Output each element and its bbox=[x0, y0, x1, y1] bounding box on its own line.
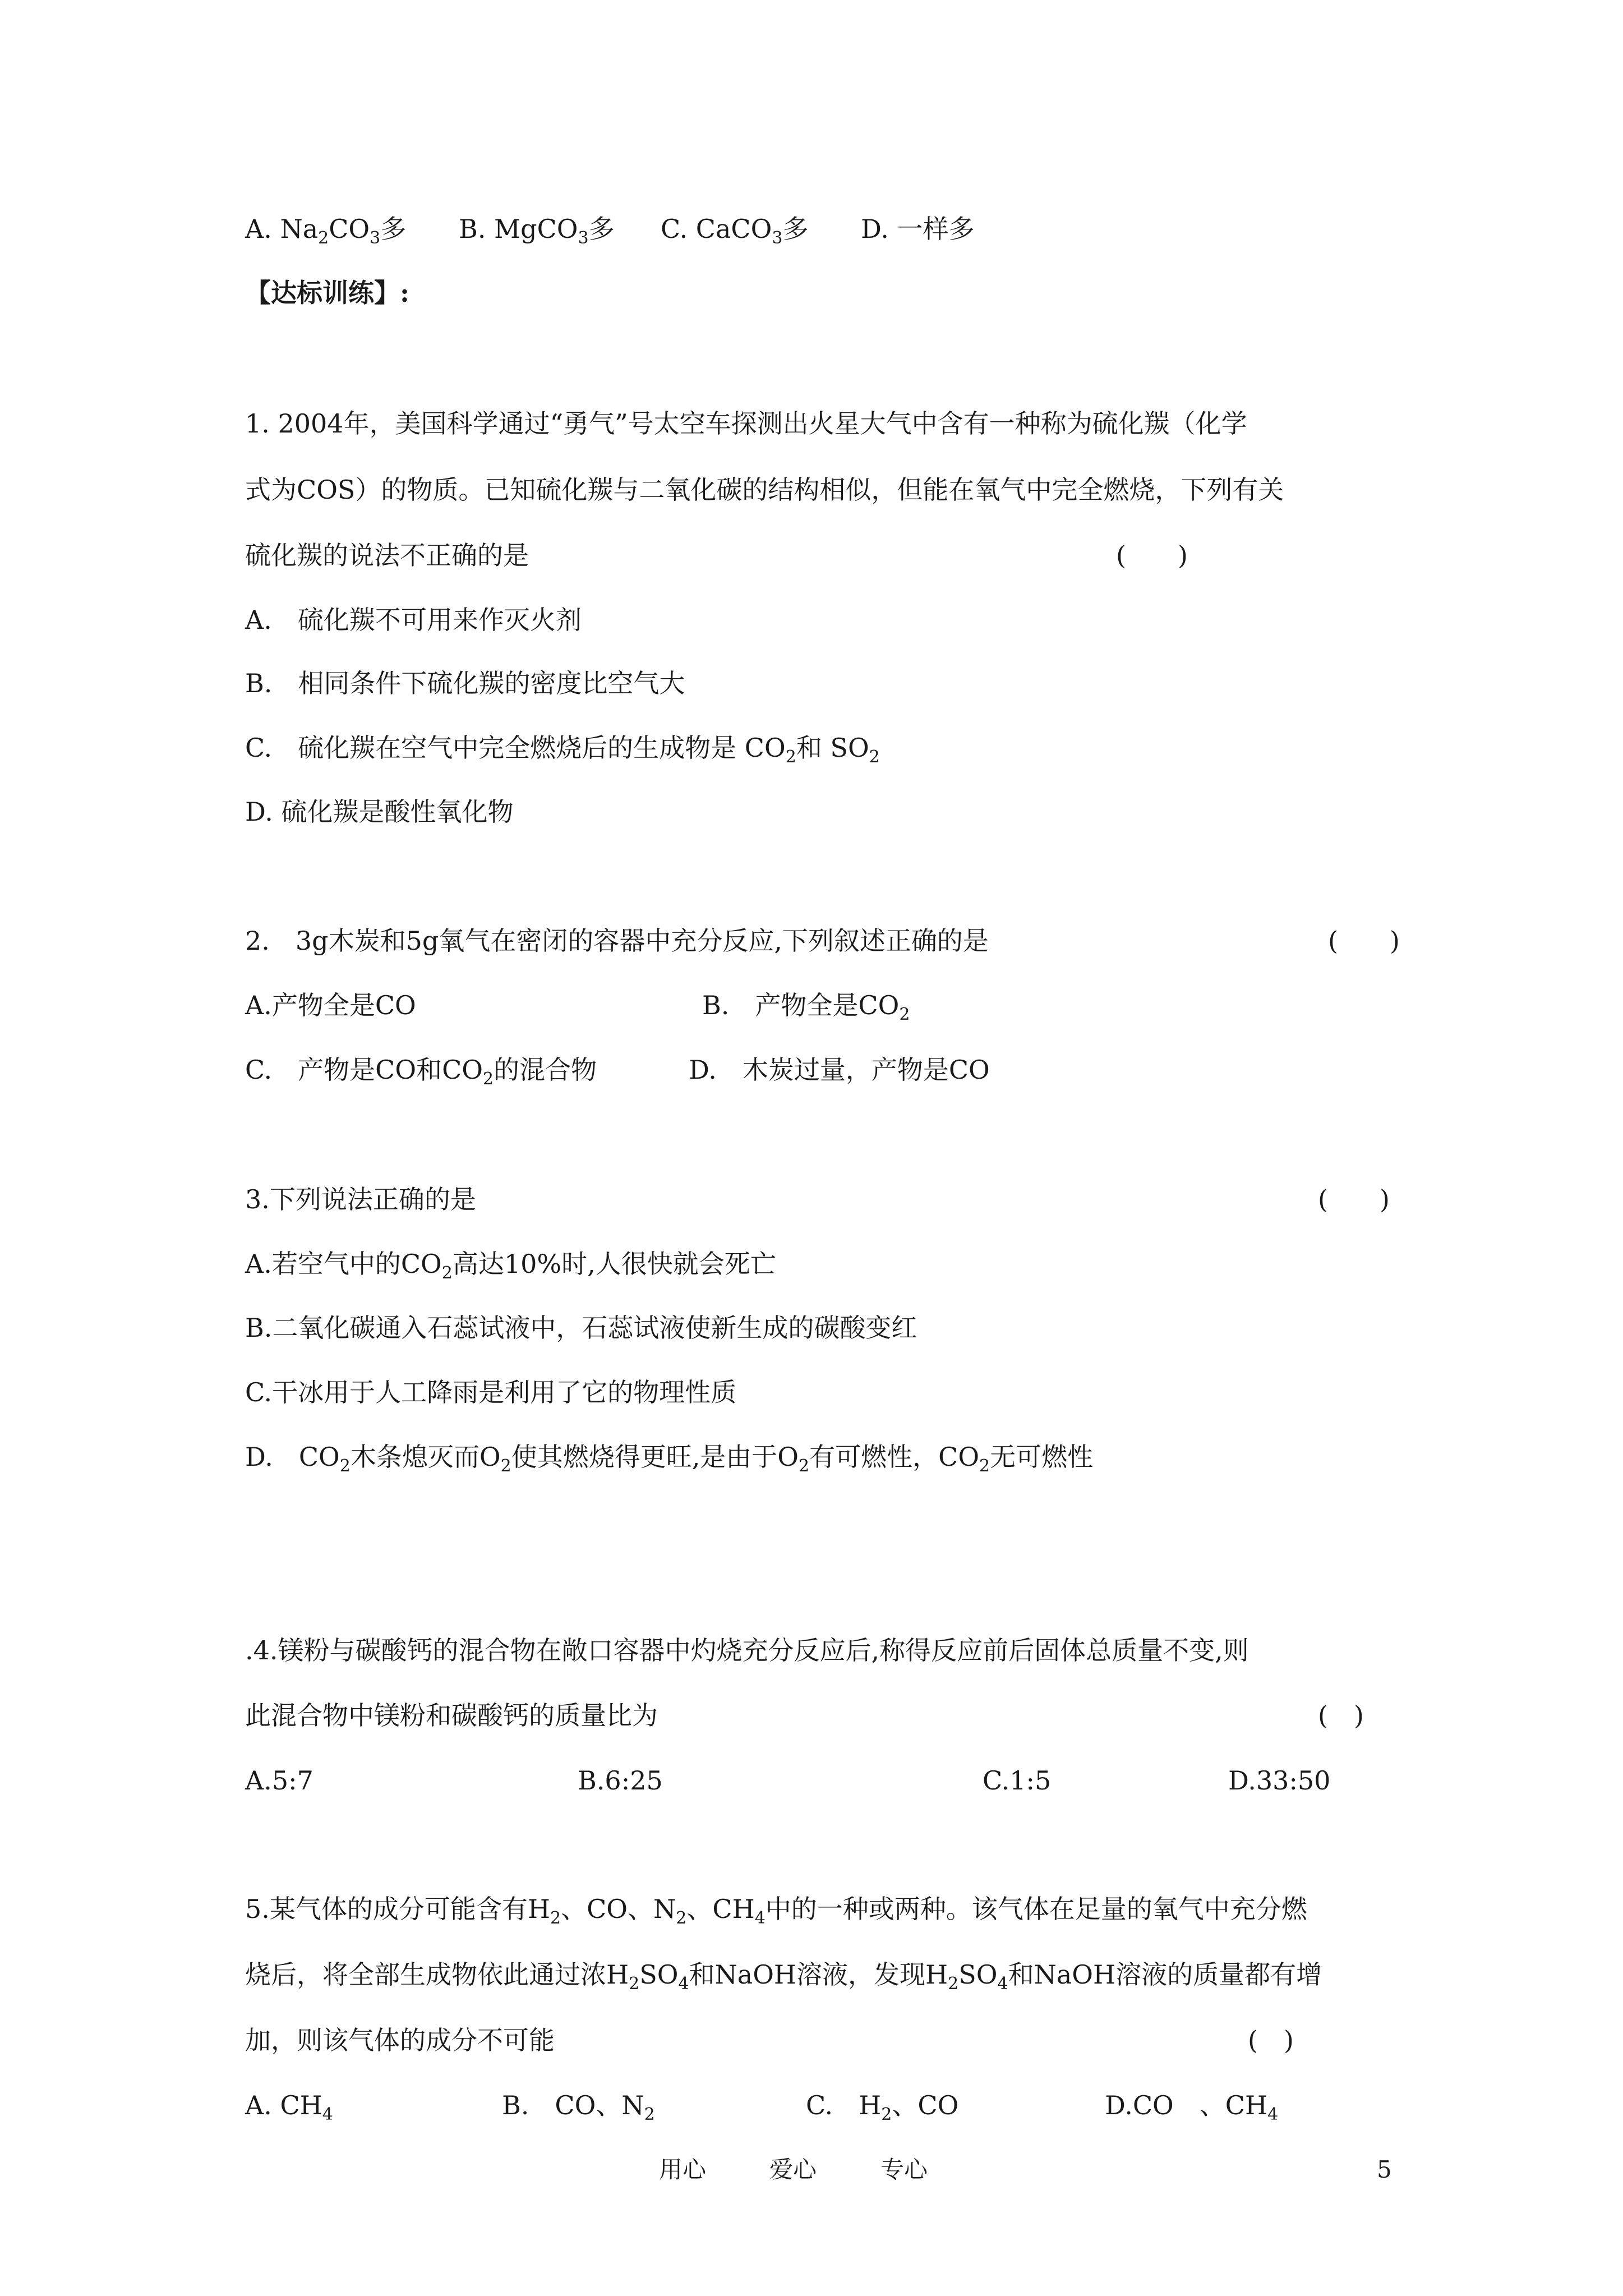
q3-option-b: B.二氧化碳通入石蕊试液中，石蕊试液使新生成的碳酸变红 bbox=[245, 1313, 917, 1343]
q5-stem-line1: 5.某气体的成分可能含有$H_2$、CO、$N_2$、$CH_4$中的一种或两种。该气体在足量的氧气中充分燃 bbox=[245, 1894, 1307, 1928]
top-option-b: B. MgCO$_3$多 bbox=[459, 214, 615, 248]
q5-option-d: D.CO 、$CH_4$ bbox=[1105, 2090, 1279, 2124]
q4-stem-line1: .4.镁粉与碳酸钙的混合物在敞口容器中灼烧充分反应后,称得反应前后固体总质量不变,则 bbox=[245, 1635, 1249, 1665]
q5-answer-paren: ( ) bbox=[1248, 2025, 1294, 2055]
q4-option-b: B.6:25 bbox=[578, 1765, 663, 1796]
q5-option-a: A. $CH_4$ bbox=[245, 2090, 333, 2124]
q4-answer-paren: ( ) bbox=[1318, 1700, 1364, 1731]
q4-option-d: D.33:50 bbox=[1228, 1765, 1331, 1796]
q4-stem-line2: 此混合物中镁粉和碳酸钙的质量比为 bbox=[245, 1700, 658, 1731]
q1-option-d: D. 硫化羰是酸性氧化物 bbox=[245, 797, 514, 827]
q1-stem-line3: 硫化羰的说法不正确的是 bbox=[245, 540, 529, 570]
q1-answer-paren: ( ) bbox=[1116, 540, 1188, 570]
q4-option-a: A.5:7 bbox=[245, 1765, 313, 1796]
q2-option-d: D. 木炭过量，产物是CO bbox=[689, 1055, 990, 1085]
q2-stem: 2. 3g木炭和5g氧气在密闭的容器中充分反应,下列叙述正确的是 bbox=[245, 926, 989, 956]
footer-motto-3: 专心 bbox=[880, 2156, 928, 2183]
q1-stem-line2: 式为COS）的物质。已知硫化羰与二氧化碳的结构相似，但能在氧气中完全燃烧，下列有关 bbox=[245, 475, 1284, 505]
footer-motto-2: 爱心 bbox=[769, 2156, 817, 2183]
q1-option-a: A. 硫化羰不可用来作灭火剂 bbox=[245, 605, 582, 635]
q3-option-d: D. $CO_2$木条熄灭而$O_2$使其燃烧得更旺,是由于$O_2$有可燃性，$CO_2$无可燃性 bbox=[245, 1442, 1094, 1476]
q3-stem: 3.下列说法正确的是 bbox=[245, 1184, 476, 1214]
q5-option-c: C. $H_2$、CO bbox=[806, 2090, 959, 2124]
section-title: 【达标训练】: bbox=[245, 278, 409, 308]
q3-option-c: C.干冰用于人工降雨是利用了它的物理性质 bbox=[245, 1377, 737, 1407]
q2-option-c: C. 产物是CO和$CO_2$的混合物 bbox=[245, 1055, 597, 1089]
q4-option-c: C.1:5 bbox=[983, 1765, 1052, 1796]
q3-answer-paren: ( ) bbox=[1318, 1184, 1390, 1214]
q5-stem-line3: 加，则该气体的成分不可能 bbox=[245, 2025, 555, 2055]
q3-option-a: A.若空气中的$CO_2$高达10%时,人很快就会死亡 bbox=[245, 1249, 776, 1283]
q2-answer-paren: ( ) bbox=[1328, 926, 1400, 956]
q2-option-b: B. 产物全是$CO_2$ bbox=[702, 990, 910, 1024]
q5-stem-line2: 烧后，将全部生成物依此通过浓$H_2SO_4$和NaOH溶液，发现$H_2SO_4$和NaOH溶液的质量都有增 bbox=[245, 1959, 1322, 1994]
top-option-d: D. 一样多 bbox=[861, 214, 975, 244]
q5-option-b: B. CO、$N_2$ bbox=[502, 2090, 655, 2124]
top-option-c: C. CaCO$_3$多 bbox=[661, 214, 809, 248]
top-option-a: A. $Na_2CO_3$多 bbox=[245, 214, 407, 248]
footer-motto-1: 用心 bbox=[659, 2156, 707, 2183]
q1-option-c: C. 硫化羰在空气中完全燃烧后的生成物是 $CO_2$和 $SO_2$ bbox=[245, 733, 880, 767]
q2-option-a: A.产物全是CO bbox=[245, 990, 416, 1020]
q1-stem-line1: 1. 2004年，美国科学通过“勇气”号太空车探测出火星大气中含有一种称为硫化羰（化学 bbox=[245, 408, 1247, 439]
page-number: 5 bbox=[1377, 2156, 1392, 2183]
q1-option-b: B. 相同条件下硫化羰的密度比空气大 bbox=[245, 668, 685, 698]
